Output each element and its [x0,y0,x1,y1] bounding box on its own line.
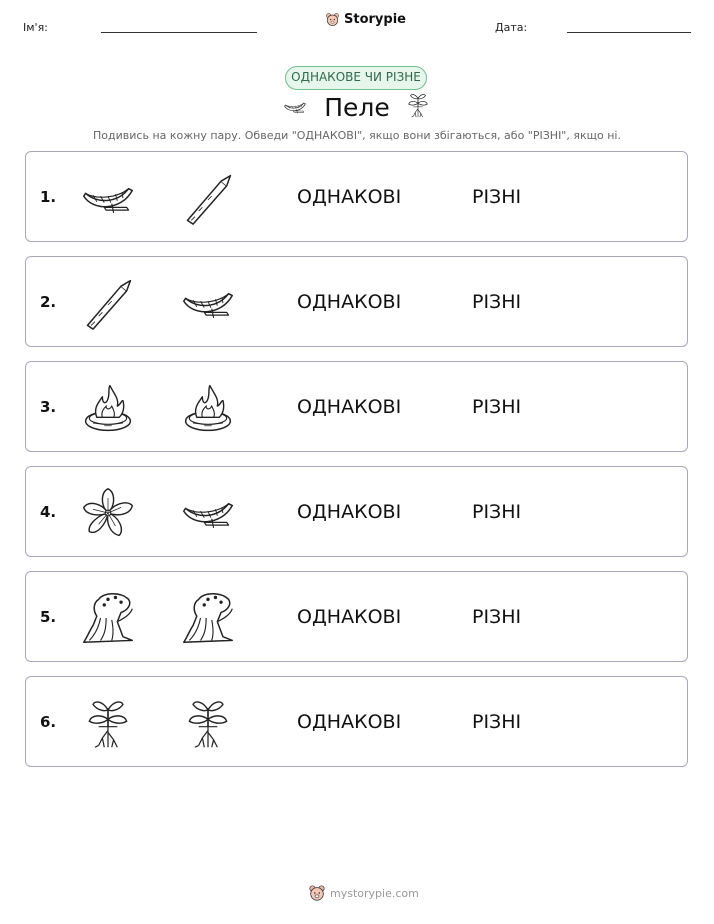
name-label: Ім'я: [23,21,48,34]
answer-different[interactable]: РІЗНІ [472,186,522,208]
answer-different[interactable]: РІЗНІ [472,711,522,733]
answer-different[interactable]: РІЗНІ [472,396,522,418]
date-field-line[interactable] [567,32,691,33]
page-title: Пеле [324,93,390,122]
worksheet-type-badge: ОДНАКОВЕ ЧИ РІЗНЕ [285,66,427,90]
bear-mascot-icon [325,12,340,27]
question-row [25,151,688,242]
answer-same[interactable]: ОДНАКОВІ [297,711,402,733]
footer-site[interactable]: mystorypie.com [330,886,419,900]
lava-flow-icon [80,590,136,646]
footer [308,884,419,902]
date-label: Дата: [495,21,528,34]
brand-name: Storypie [344,12,406,27]
answer-same[interactable]: ОДНАКОВІ [297,396,402,418]
canoe-icon [180,275,236,331]
question-row [25,571,688,662]
answer-same[interactable]: ОДНАКОВІ [297,606,402,628]
plumeria-flower-icon [80,485,136,541]
question-row [25,466,688,557]
canoe-icon [180,485,236,541]
answer-different[interactable]: РІЗНІ [472,291,522,313]
bear-mascot-icon [308,884,326,902]
question-number: 5. [40,608,57,626]
question-number: 4. [40,503,57,521]
question-number: 2. [40,293,57,311]
name-field-line[interactable] [101,32,257,33]
fire-pit-icon [180,380,236,436]
sprout-icon [404,91,432,119]
instructions: Подивись на кожну пару. Обведи "ОДНАКОВІ", якщо вони збігаються, або "РІЗНІ", якщо ні. [93,129,621,142]
fire-pit-icon [80,380,136,436]
question-row [25,361,688,452]
question-number: 1. [40,188,57,206]
canoe-icon [80,170,136,226]
digging-stick-icon [180,170,236,226]
sprout-icon [80,695,136,751]
sprout-icon [180,695,236,751]
brand-logo [325,12,406,27]
question-number: 3. [40,398,57,416]
question-row [25,676,688,767]
answer-different[interactable]: РІЗНІ [472,501,522,523]
answer-different[interactable]: РІЗНІ [472,606,522,628]
digging-stick-icon [80,275,136,331]
question-row [25,256,688,347]
answer-same[interactable]: ОДНАКОВІ [297,501,402,523]
answer-same[interactable]: ОДНАКОВІ [297,186,402,208]
question-number: 6. [40,713,57,731]
lava-flow-icon [180,590,236,646]
answer-same[interactable]: ОДНАКОВІ [297,291,402,313]
